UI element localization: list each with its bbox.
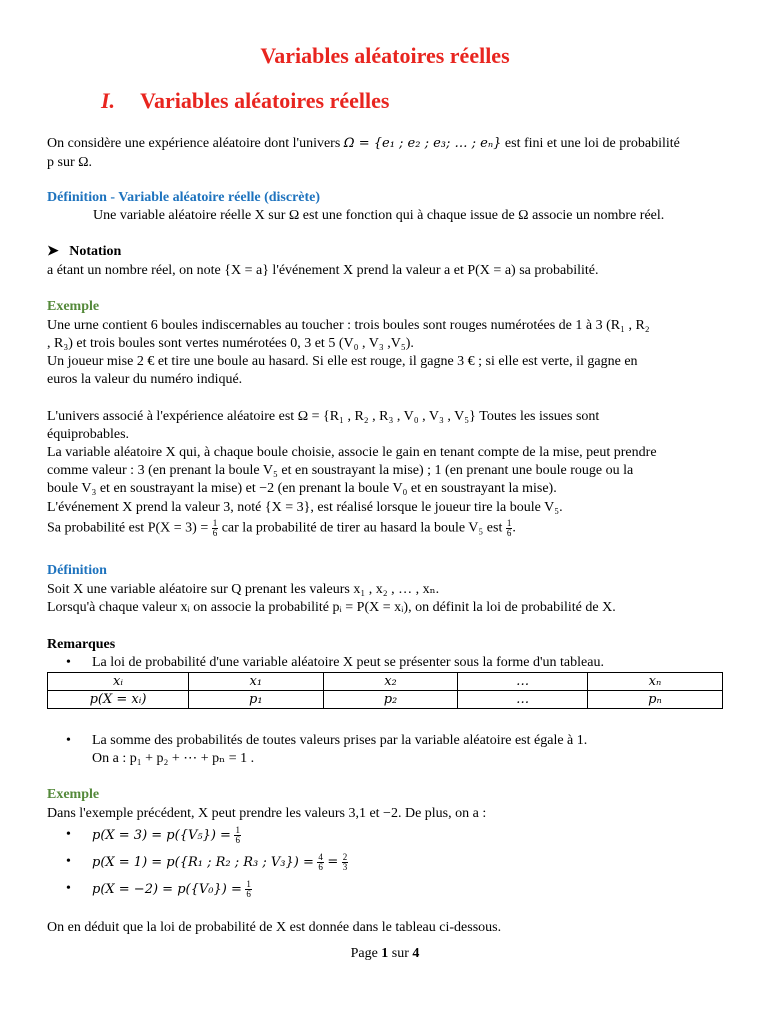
definition-heading: Définition - Variable aléatoire réelle (discrète): [47, 190, 321, 205]
table-cell: x₁: [189, 673, 324, 691]
fraction-numerator: 2: [342, 852, 348, 862]
probability-text-b: car la probabilité de tirer au hasard la boule V₅ est: [221, 520, 503, 536]
fraction-denominator: 6: [318, 862, 323, 872]
page-footer: [47, 946, 723, 962]
example-line: équiprobables.: [47, 427, 130, 442]
probability-item: [47, 853, 723, 872]
fraction-denominator: 6: [235, 835, 240, 845]
fraction-denominator: 6: [212, 528, 218, 538]
fraction-numerator: 1: [246, 879, 251, 889]
probability-expression: p(X = −2) = p({V₀}) =: [92, 881, 242, 897]
example-heading: Exemple: [47, 787, 100, 802]
page-number: 1: [381, 946, 389, 961]
table-cell: p(X = xᵢ): [48, 691, 189, 709]
example-line: La variable aléatoire X qui, à chaque boule choisie, associe le gain en tenant compte de la mise, peut prendre: [47, 445, 657, 460]
example-line: boule V₃ et en soustrayant la mise) et −2 (en prenant la boule V₀ et en soustrayant la mise).: [47, 481, 557, 496]
intro-text: On considère une expérience aléatoire dont l'univers: [47, 136, 341, 151]
intro-text-b: est fini et une loi de probabilité: [504, 136, 680, 151]
bullet-icon: •: [66, 655, 71, 670]
probability-expression: p(X = 1) = p({R₁ ; R₂ ; R₃ ; V₃}) =: [92, 854, 314, 870]
definition-heading: Définition: [47, 563, 107, 578]
footer-prefix: Page: [350, 946, 378, 961]
section-heading: [101, 88, 389, 114]
fraction-denominator: 6: [246, 889, 251, 899]
example-line: Un joueur mise 2 € et tire une boule au hasard. Si elle est rouge, il gagne 3 € ; si elle est verte, il gagne en: [47, 354, 638, 369]
section-label: Variables aléatoires réelles: [140, 88, 390, 113]
probability-item: [47, 880, 723, 899]
definition-line: Lorsqu'à chaque valeur xᵢ on associe la probabilité pᵢ = P(X = xᵢ), on définit la loi de probabilité de X.: [47, 600, 616, 615]
fraction: [317, 853, 324, 872]
bullet-icon: •: [66, 854, 71, 869]
probability-expression: p(X = 3) = p({V₅}) =: [92, 827, 231, 843]
remark-item: [47, 732, 723, 750]
table-cell: …: [458, 673, 588, 691]
table-row: [48, 673, 723, 691]
example-heading: Exemple: [47, 299, 100, 314]
table-cell: x₂: [323, 673, 458, 691]
definition-body: Une variable aléatoire réelle X sur Ω est une fonction qui à chaque issue de Ω associe un nombre réel.: [93, 208, 665, 223]
table-cell: xₙ: [587, 673, 722, 691]
bullet-icon: •: [66, 881, 71, 896]
fraction-denominator: 6: [506, 528, 512, 538]
remark-text: La somme des probabilités de toutes valeurs prises par la variable aléatoire est égale à 1.: [92, 733, 588, 748]
arrow-bullet-icon: ➤: [47, 244, 59, 259]
notation-text: a étant un nombre réel, on note {X = a} l'événement X prend la valeur a et P(X = a) sa probabilité.: [47, 263, 599, 278]
bullet-icon: •: [66, 827, 71, 842]
table-row: [48, 691, 723, 709]
probability-line: Sa probabilité est P(X = 3) = $\frac{1}{6}$ car la probabilité de tirer au hasard la boule V₅ est $\frac{1}{6}$ .: [47, 518, 516, 538]
probability-item: [47, 826, 723, 845]
probability-text: Sa probabilité est P(X = 3) =: [47, 520, 209, 536]
conclusion-text: On en déduit que la loi de probabilité de X est donnée dans le tableau ci-dessous.: [47, 920, 502, 935]
fraction-denominator: 3: [342, 862, 348, 872]
intro-line-1: [47, 135, 723, 153]
fraction: [245, 880, 252, 899]
example-line: L'univers associé à l'expérience aléatoire est Ω = {R₁ , R₂ , R₃ , V₀ , V₃ , V₅} Toutes les issues sont: [47, 409, 600, 424]
fraction: [342, 853, 349, 872]
fraction-numerator: 4: [318, 852, 323, 862]
bullet-icon: •: [66, 733, 71, 748]
table-cell: p₂: [323, 691, 458, 709]
remark-item: [47, 654, 723, 672]
fraction-numerator: 1: [235, 825, 240, 835]
table-cell: xᵢ: [48, 673, 189, 691]
section-number: I.: [101, 88, 116, 113]
example-line: Une urne contient 6 boules indiscernables au toucher : trois boules sont rouges numérotées de 1 à 3 (R₁ , R₂: [47, 318, 650, 333]
example-line: comme valeur : 3 (en prenant la boule V₅ et en soustrayant la mise) ; 1 (en prenant une boule rouge ou la: [47, 463, 634, 478]
remark-text: La loi de probabilité d'une variable aléatoire X peut se présenter sous la forme d'un tableau.: [92, 655, 604, 670]
example-line: , R₃) et trois boules sont vertes numérotées 0, 3 et 5 (V₀ , V₃ ,V₅).: [47, 336, 414, 351]
equals-sign: =: [327, 854, 339, 870]
example-line: L'événement X prend la valeur 3, noté {X = 3}, est réalisé lorsque le joueur tire la boule V₅.: [47, 500, 563, 515]
footer-middle: sur: [391, 946, 409, 961]
fraction: [212, 519, 219, 538]
table-cell: p₁: [189, 691, 324, 709]
fraction: [506, 519, 513, 538]
fraction-numerator: 1: [506, 518, 512, 528]
fraction: [234, 826, 241, 845]
example-intro: Dans l'exemple précédent, X peut prendre les valeurs 3,1 et −2. De plus, on a :: [47, 806, 487, 821]
sum-formula: On a : p₁ + p₂ + ⋯ + pₙ = 1 .: [92, 751, 255, 766]
table-cell: …: [458, 691, 588, 709]
notation-label: Notation: [69, 244, 122, 259]
definition-line: Soit X une variable aléatoire sur Q prenant les valeurs x₁ , x₂ , … , xₙ.: [47, 582, 440, 597]
page-total: 4: [412, 946, 420, 961]
remarks-heading: Remarques: [47, 637, 116, 652]
probability-law-table: [47, 672, 723, 709]
table-cell: pₙ: [587, 691, 722, 709]
omega-set: Ω = {e₁ ; e₂ ; e₃; … ; eₙ}: [343, 136, 502, 151]
notation-heading: [47, 243, 723, 261]
example-line: euros la valeur du numéro indiqué.: [47, 372, 243, 387]
intro-line-2: p sur Ω.: [47, 155, 93, 170]
fraction-numerator: 1: [212, 518, 218, 528]
page-title: Variables aléatoires réelles: [260, 43, 510, 68]
